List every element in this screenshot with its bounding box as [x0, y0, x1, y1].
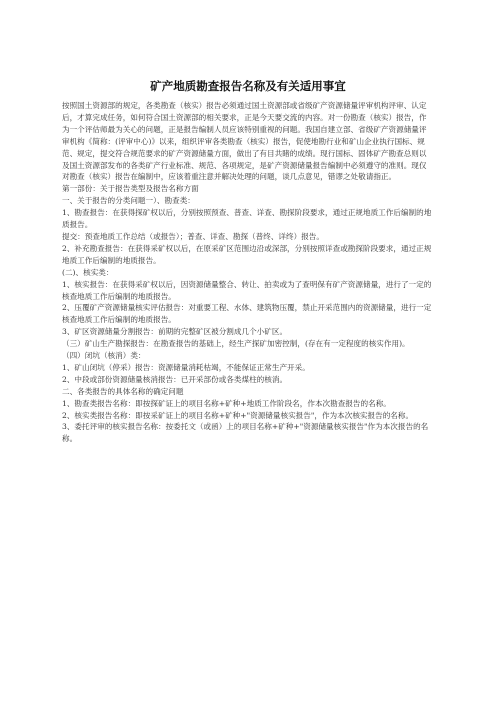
list-item-exploration-naming: 1、勘查类报告名称：即按探矿证上的项目名称+矿种+地质工作阶段名，作本次勘查报告的名称。	[62, 398, 391, 408]
list-item-closure-report: 1、矿山闭坑（停采）报告：资源储量消耗枯竭，不能保证正常生产开采。	[62, 362, 310, 372]
subsection-heading-verification: (二)、核实类：	[62, 267, 114, 277]
list-item-split-report: 3、矿区资源储量分割报告：前期的完整矿区被分割成几个小矿区。	[62, 327, 288, 337]
list-item-commissioned-naming: 3、委托评审的核实报告名称：按委托文（或函）上的项目名称+矿种+"资源储量核实报告"作为本次报告的名称。	[62, 422, 429, 444]
paragraph-intro: 按照国土资源部的规定，各类勘查（核实）报告必须通过国土资源部或省级矿产资源储量评审机构评审、认定后，才算完成任务，如何符合国土资源部的相关要求，正是今天要交流的内容。对一份勘查（核实）报告，作为一个评估师最为关心的问题，正是报告编制人员应该特别重视的问题。我国自建立部、省级矿产资源储量评审机构《简称：(评审中心)》以来，组织评审各类勘查（核实）报告，促使地勘行业和矿山企业执行国标、规范、规定，提交符合规范要求的矿产资源储量方面，做出了有目共睹的成绩。现行国标、固体矿产勘查总则以及国土资源部发布的各类矿产行业标准、规范、各项规定，是矿产资源储量报告编制中必须遵守的准则。现仅对勘查（核实）报告在编制中，应该着重注意并解决处理的问题，谈几点意见，错谬之处敬请指正。	[62, 101, 427, 182]
document-body	[62, 100, 434, 445]
list-item-supplementary-report: 2、补充勘查报告：在获得采矿权以后，在原采矿区范围边沿或深部，分别按照详查或勘探阶段要求，通过正规地质工作后编制的地质报告。	[62, 243, 432, 265]
list-item-verification-report: 1、核实报告：在获得采矿权以后，因资源储量整合、转让、拍卖或为了查明保有矿产资源储量，进行了一定的核查地质工作后编制的地质报告。	[62, 279, 432, 301]
list-item-exploration-report: 1、勘查报告：在获得探矿权以后，分别按照预查、普查、详查、勘探阶段要求，通过正规地质工作后编制的地质报告。	[62, 208, 432, 230]
document-title: 矿产地质勘查报告名称及有关适用事宜	[150, 79, 346, 93]
section-heading-part-one: 第一部份：关于报告类型及报告名称方面	[62, 184, 199, 194]
subsection-heading-classification: 一、关于报告的分类问题一）、勘查类：	[62, 196, 195, 206]
subsection-heading-closure: （四）闭坑（核消）类：	[62, 351, 146, 361]
list-item-verification-naming: 2、核实类报告名称：即按采矿证上的项目名称+矿种+"资源储量核实报告"，作为本次核实报告的名称。	[62, 410, 414, 420]
list-item-overlay-report: 2、压覆矿产资源储量核实评估报告：对重要工程、水体、建筑物压覆，禁止开采范围内的资源储量，进行一定核查地质工作后编制的地质报告。	[62, 303, 432, 325]
list-item-writeoff-report: 2、中段或部份资源储量核消报告：已开采部份或各类煤柱的核消。	[62, 374, 288, 384]
list-item-production-report: （三）矿山生产勘探报告：在勘查报告的基础上，经生产探矿加密控制，(存在有一定程度的核实作用)。	[62, 339, 410, 349]
list-item-submission: 提交：预查地质工作总结（或报告）；普查、详查、勘探（普终、详终）报告。	[62, 231, 324, 241]
section-heading-naming: 二、各类报告的具体名称的确定问题	[62, 386, 184, 396]
